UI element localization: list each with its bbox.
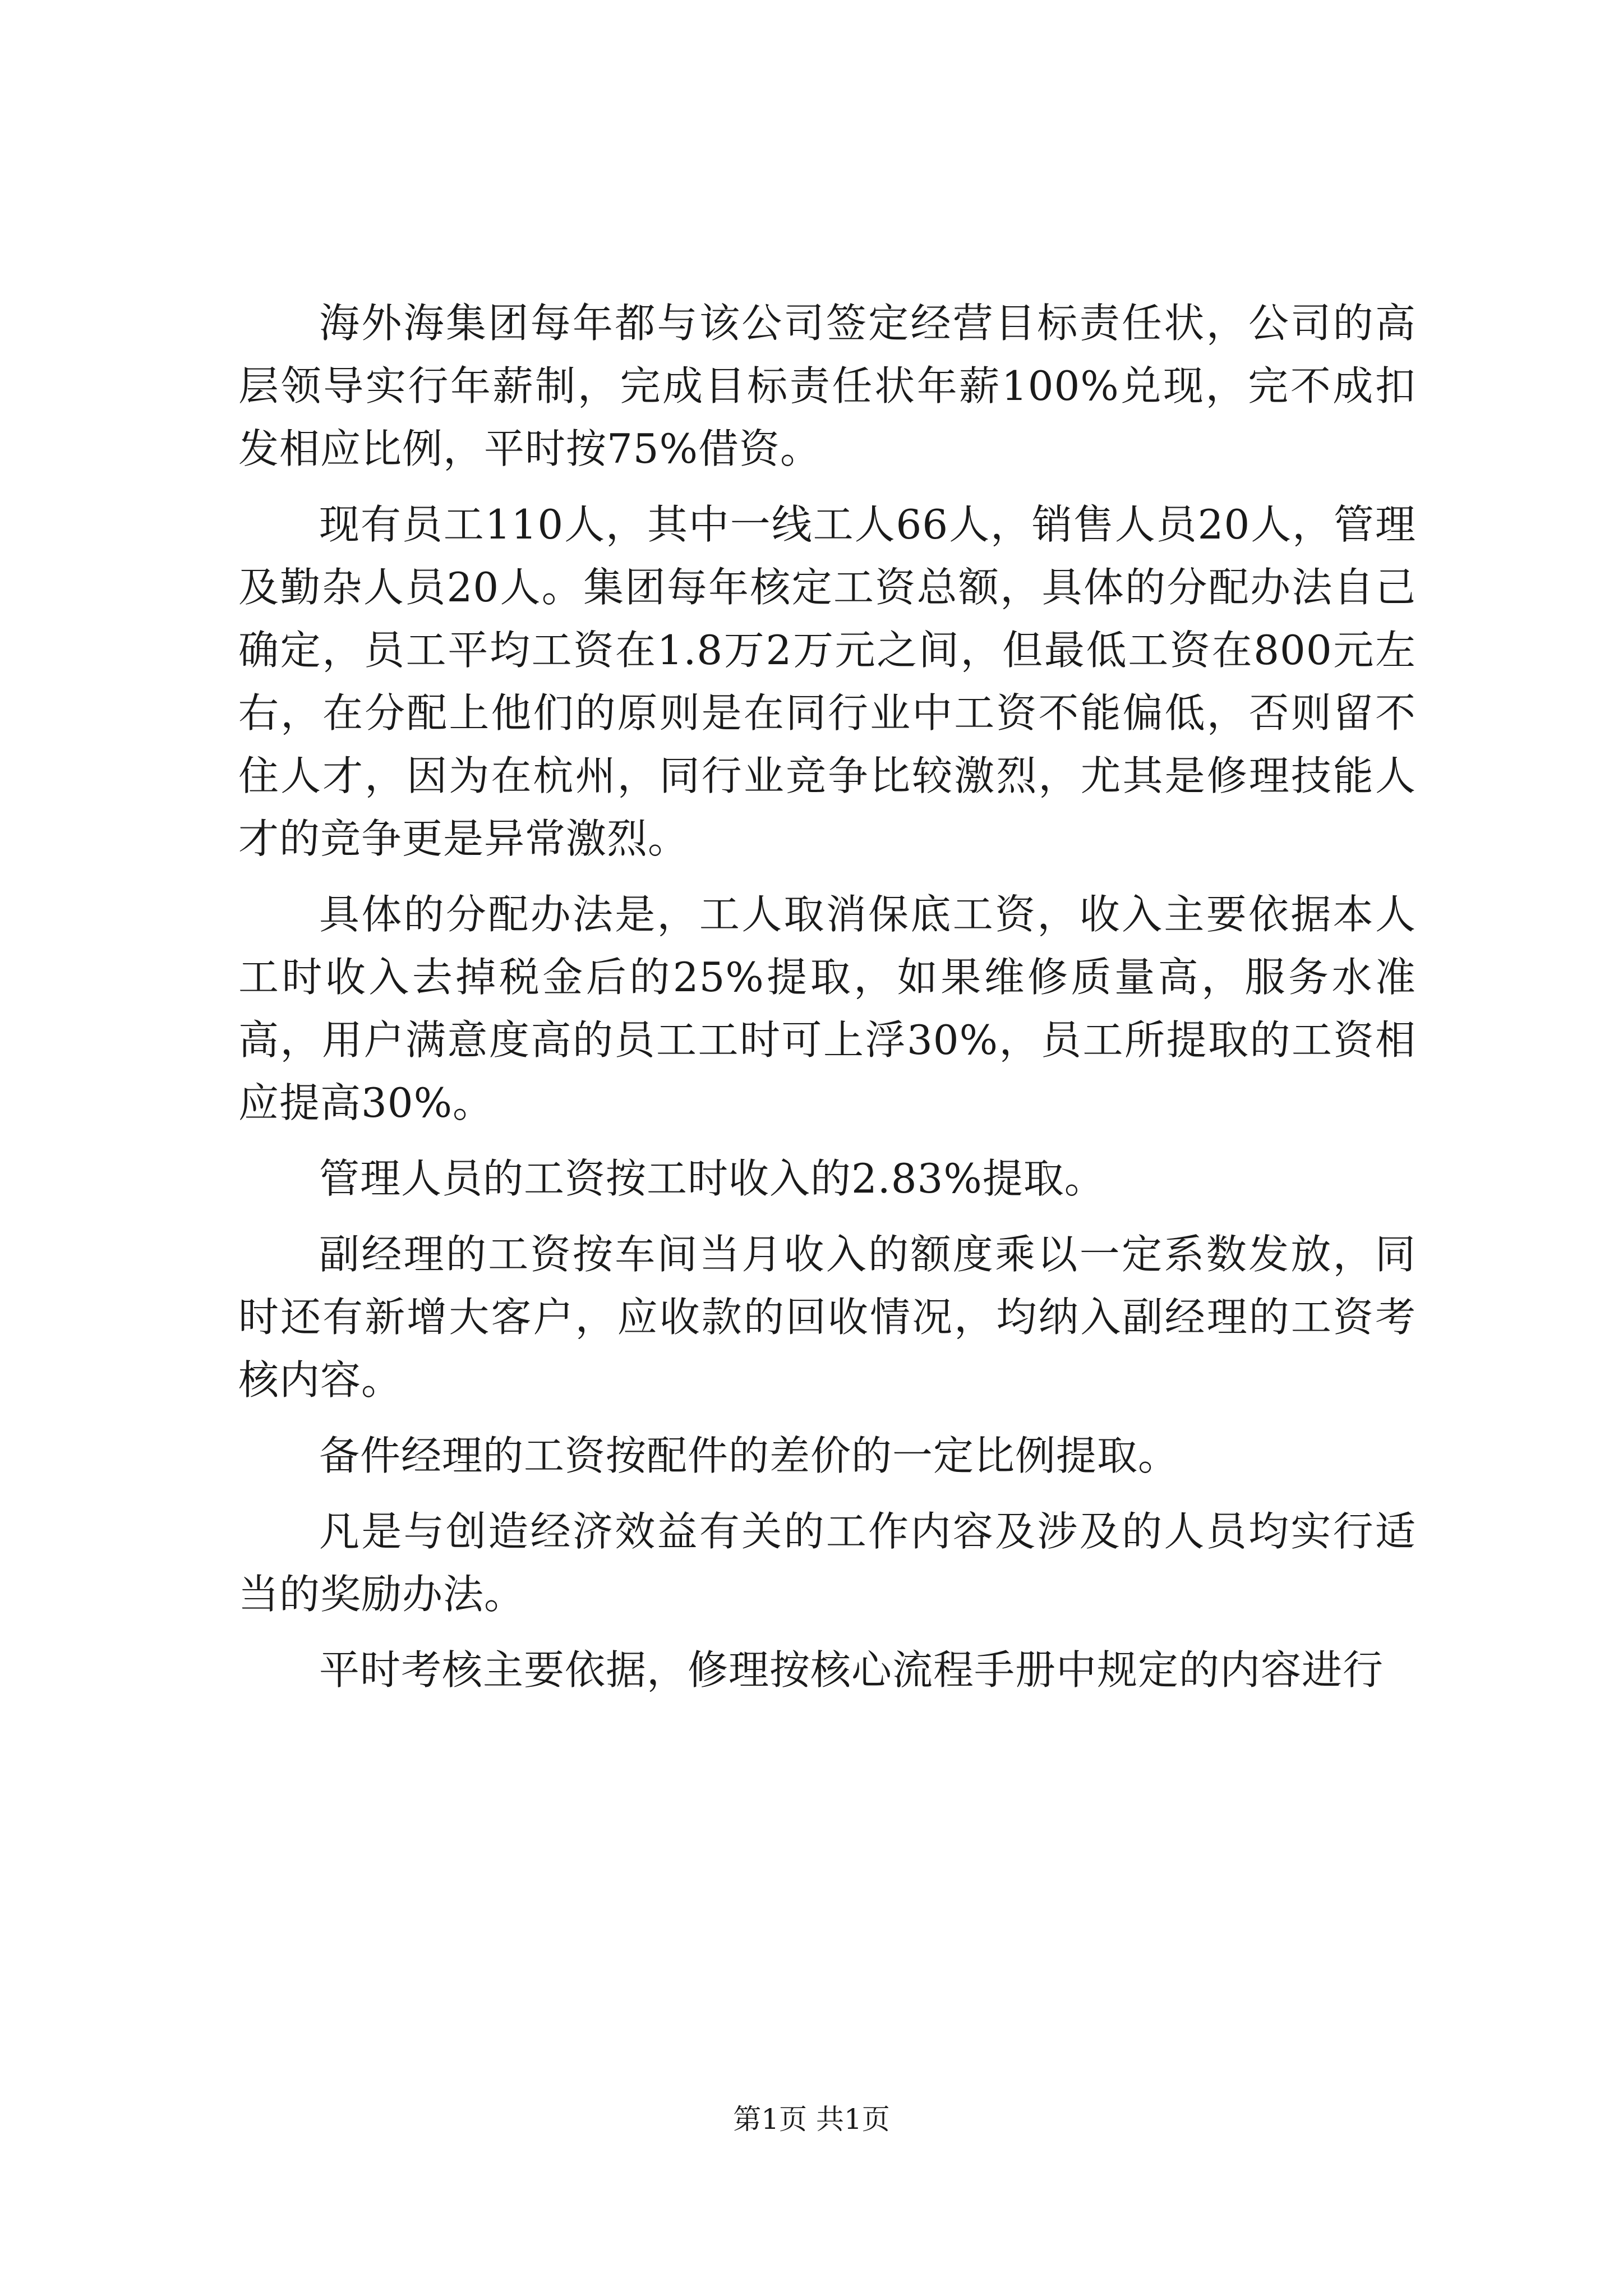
paragraph-6: 备件经理的工资按配件的差价的一定比例提取。	[319, 1432, 1179, 1479]
paragraph-7: 凡是与创造经济效益有关的工作内容及涉及的人员均实行适当的奖励办法。	[238, 1508, 1416, 1618]
document-body	[238, 292, 1416, 1714]
paragraph-5: 副经理的工资按车间当月收入的额度乘以一定系数发放，同时还有新增大客户，应收款的回收情况，均纳入副经理的工资考核内容。	[238, 1231, 1416, 1404]
paragraph-1: 海外海集团每年都与该公司签定经营目标责任状，公司的高层领导实行年薪制，完成目标责任状年薪100%兑现，完不成扣发相应比例，平时按75%借资。	[238, 300, 1416, 472]
paragraph-2: 现有员工110人，其中一线工人66人，销售人员20人，管理及勤杂人员20人。集团每年核定工资总额，具体的分配办法自己确定，员工平均工资在1.8万2万元之间，但最低工资在800元左右，在分配上他们的原则是在同行业中工资不能偏低，否则留不住人才，因为在杭州，同行业竞争比较激烈，尤其是修理技能人才的竞争更是异常激烈。	[238, 501, 1416, 862]
paragraph-4: 管理人员的工资按工时收入的2.83%提取。	[319, 1155, 1105, 1202]
paragraph-8: 平时考核主要依据，修理按核心流程手册中规定的内容进行	[319, 1646, 1384, 1694]
page-number-label: 第1页 共1页	[733, 2103, 890, 2136]
page-footer	[0, 2102, 1623, 2136]
paragraph-3: 具体的分配办法是，工人取消保底工资，收入主要依据本人工时收入去掉税金后的25%提取，如果维修质量高，服务水准高，用户满意度高的员工工时可上浮30%，员工所提取的工资相应提高30%。	[238, 891, 1416, 1126]
